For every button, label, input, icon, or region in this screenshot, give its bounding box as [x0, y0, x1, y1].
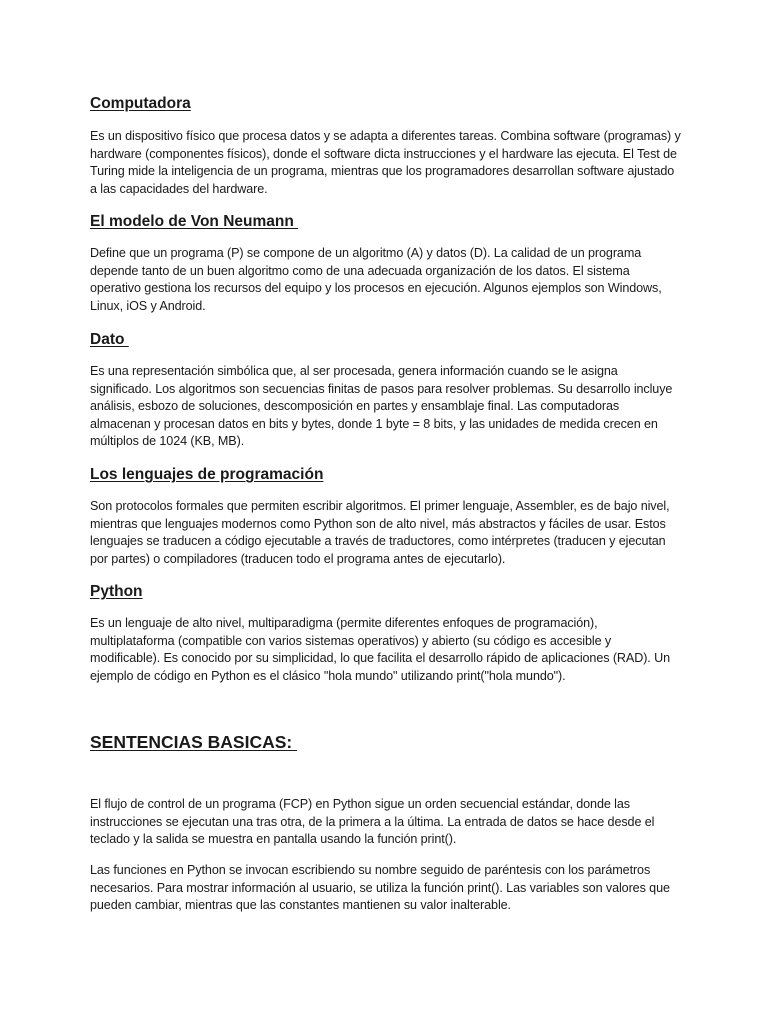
heading-sentencias-basicas: SENTENCIAS BASICAS: — [90, 732, 298, 752]
paragraph-computadora: Es un dispositivo físico que procesa datos y se adapta a diferentes tareas. Combina software (programas) y hardware (componentes físicos), donde el software dicta instrucciones y el hardware las ejecuta. El Test de Turing mide la inteligencia de un programa, mientras que los programadores desarrollan software ajustado a las capacidades del hardware. — [90, 129, 681, 196]
paragraph-lenguajes: Son protocolos formales que permiten escribir algoritmos. El primer lenguaje, Assembler, es de bajo nivel, mientras que lenguajes modernos como Python son de alto nivel, más abstractos y fáciles de usar. Estos lenguajes se traducen a código ejecutable a través de traductores, como intérpretes (traducen y ejecutan por partes) o compiladores (traducen todo el programa antes de ejecutarlo). — [90, 499, 670, 566]
paragraph-dato: Es una representación simbólica que, al ser procesada, genera información cuando se le asigna significado. Los algoritmos son secuencias finitas de pasos para resolver problemas. Su desarrollo incluye análisis, esbozo de soluciones, descomposición en partes y ensamblaje final. Las computadoras almacenan y procesan datos en bits y bytes, donde 1 byte = 8 bits, y las unidades de medida crecen en múltiplos de 1024 (KB, MB). — [90, 364, 673, 448]
heading-computadora: Computadora — [90, 95, 191, 112]
paragraph-python: Es un lenguaje de alto nivel, multiparadigma (permite diferentes enfoques de programación), multiplataforma (compatible con varios sistemas operativos) y abierto (su código es accesible y modificable). Es conocido por su simplicidad, lo que facilita el desarrollo rápido de aplicaciones (RAD). Un ejemplo de código en Python es el clásico "hola mundo" utilizando print("hola mundo"). — [90, 616, 670, 683]
paragraph-sentencias-1: El flujo de control de un programa (FCP) en Python sigue un orden secuencial estándar, donde las instrucciones se ejecutan una tras otra, de la primera a la última. La entrada de datos se hace desde el teclado y la salida se muestra en pantalla usando la función print(). — [90, 797, 655, 846]
heading-dato: Dato — [90, 331, 129, 348]
heading-python: Python — [90, 583, 143, 600]
paragraph-von-neumann: Define que un programa (P) se compone de un algoritmo (A) y datos (D). La calidad de un programa depende tanto de un buen algoritmo como de una adecuada organización de los datos. El sistema operativo gestiona los recursos del equipo y los procesos en ejecución. Algunos ejemplos son Windows, Linux, iOS y Android. — [90, 246, 662, 313]
heading-von-neumann: El modelo de Von Neumann — [90, 213, 299, 230]
heading-lenguajes: Los lenguajes de programación — [90, 466, 324, 483]
paragraph-sentencias-2: Las funciones en Python se invocan escribiendo su nombre seguido de paréntesis con los parámetros necesarios. Para mostrar información al usuario, se utiliza la función print(). Las variables son valores que pueden cambiar, mientras que las constantes mantienen su valor inalterable. — [90, 863, 670, 912]
